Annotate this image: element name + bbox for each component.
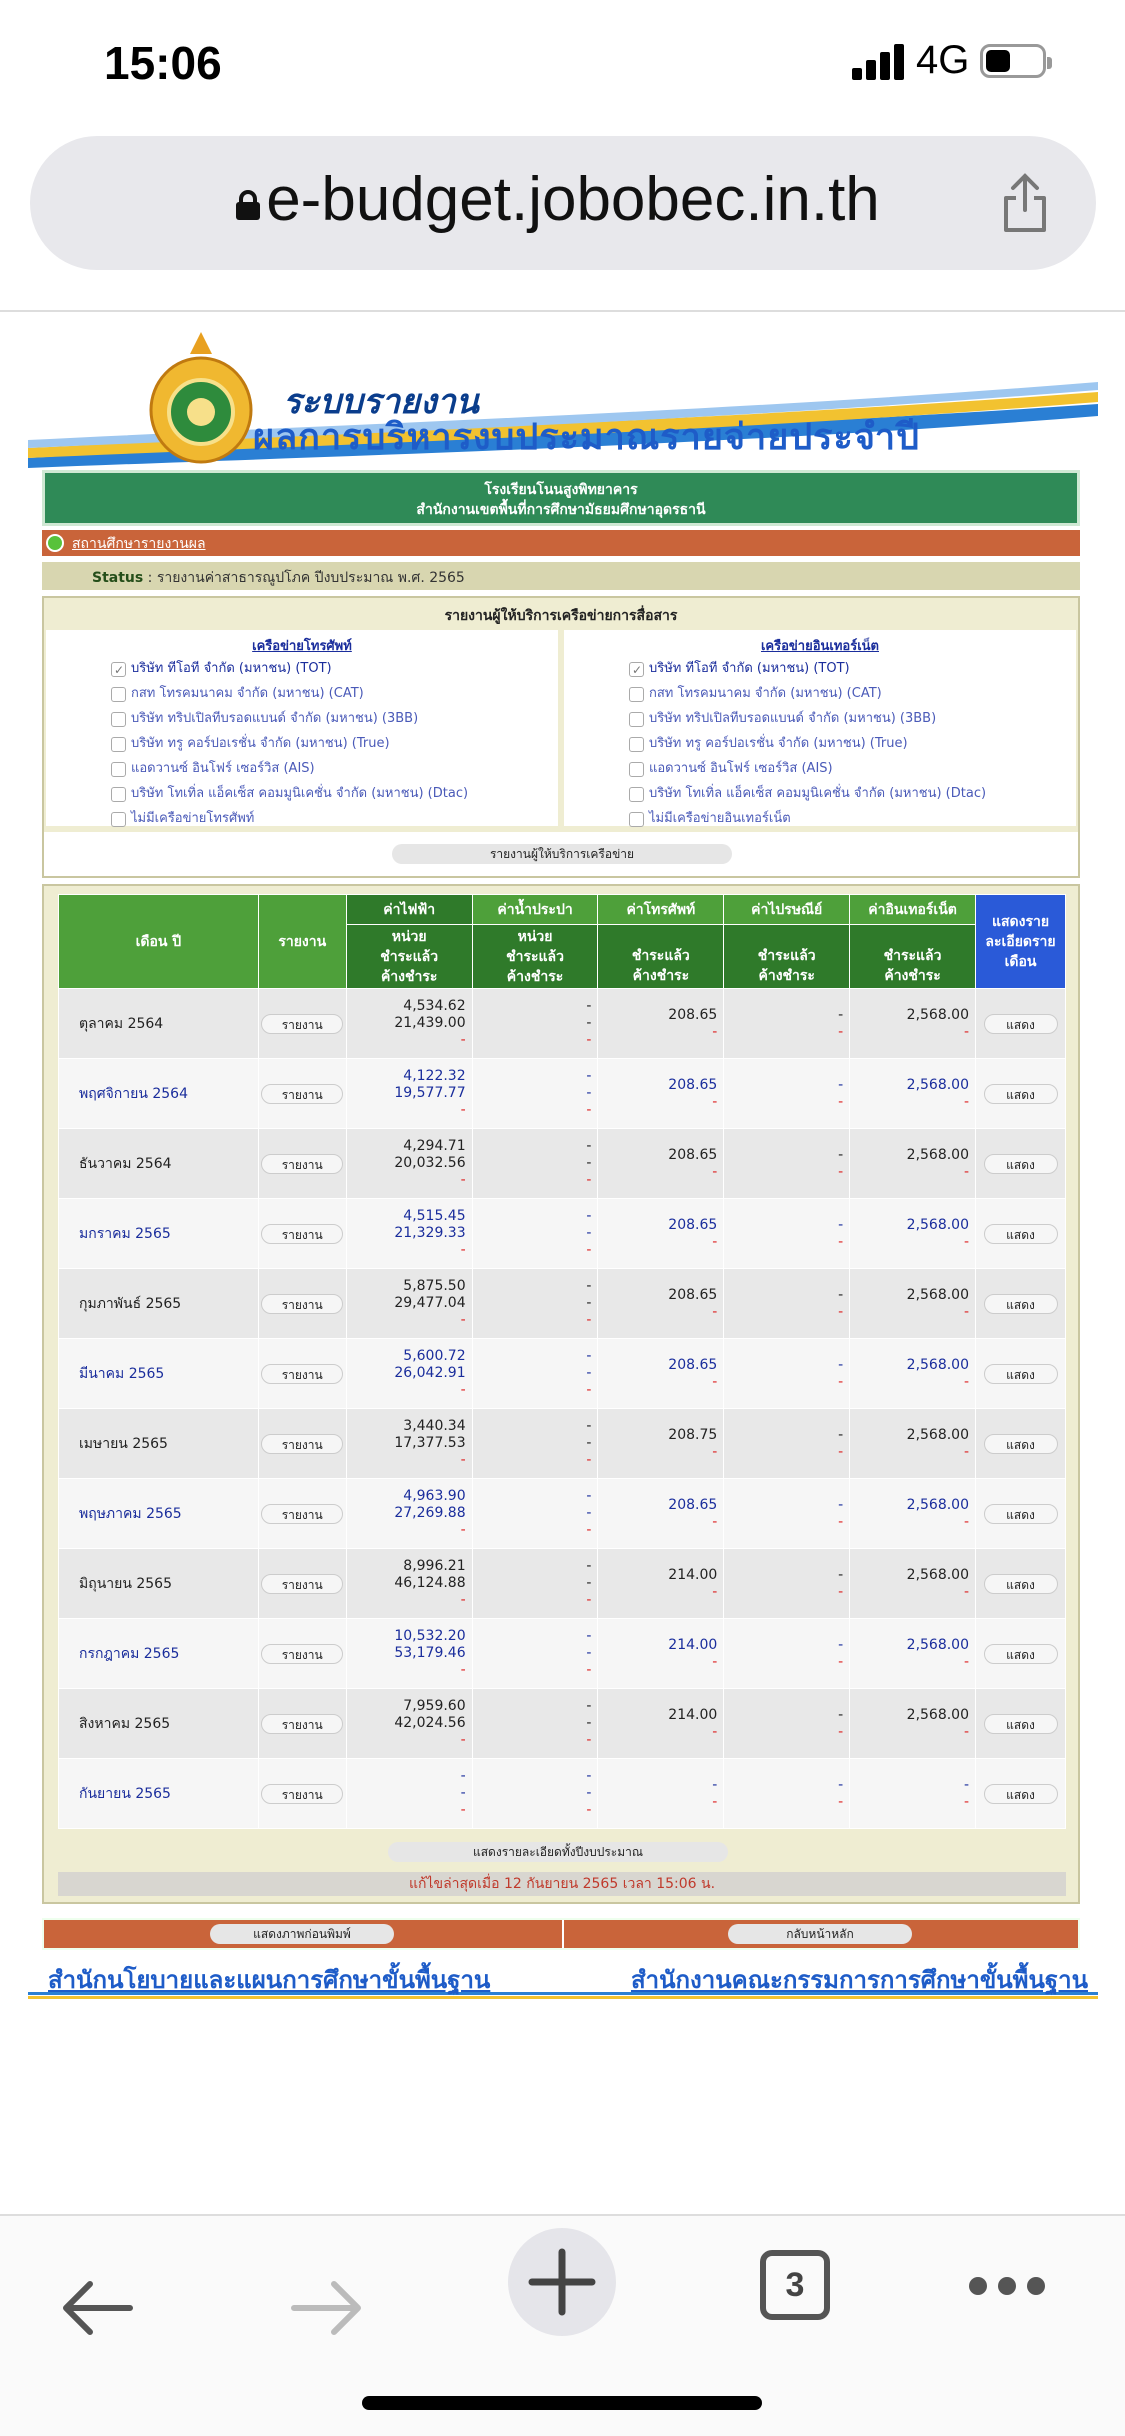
forward-icon[interactable]: [290, 2278, 366, 2338]
phone-cell: 208.65 -: [598, 1059, 724, 1129]
month-cell: กันยายน 2565: [59, 1759, 259, 1829]
month-cell: มีนาคม 2565: [59, 1339, 259, 1409]
water-cell: - - -: [472, 1689, 598, 1759]
post-cell: - -: [724, 1199, 850, 1269]
footer-banner: [28, 1954, 1098, 2002]
phone-provider-option[interactable]: [46, 781, 558, 806]
sub-internet: ชำระแล้ว ค้างชำระ: [850, 925, 976, 989]
post-cell: - -: [724, 989, 850, 1059]
table-row: [59, 1479, 1066, 1549]
show-cell: [976, 1199, 1066, 1269]
show-cell: [976, 1339, 1066, 1409]
post-cell: - -: [724, 1479, 850, 1549]
table-row: [59, 1619, 1066, 1689]
provider-label: กสท โทรคมนาคม จำกัด (มหาชน) (CAT): [649, 686, 882, 701]
last-updated: แก้ไขล่าสุดเมื่อ 12 กันยายน 2565 เวลา 15:06 น.: [58, 1872, 1066, 1896]
post-cell: - -: [724, 1059, 850, 1129]
month-cell: มกราคม 2565: [59, 1199, 259, 1269]
internet-providers: [564, 630, 1076, 826]
show-cell: [976, 1409, 1066, 1479]
internet-cell: 2,568.00 -: [850, 989, 976, 1059]
month-cell: ตุลาคม 2564: [59, 989, 259, 1059]
report-button[interactable]: รายงาน: [261, 1014, 343, 1034]
report-cell: [258, 989, 346, 1059]
report-cell: [258, 1619, 346, 1689]
show-all-year-button[interactable]: แสดงรายละเอียดทั้งปีงบประมาณ: [388, 1842, 728, 1862]
show-cell: [976, 1549, 1066, 1619]
report-button[interactable]: รายงาน: [261, 1434, 343, 1454]
show-button[interactable]: แสดง: [984, 1644, 1058, 1664]
month-cell: กรกฎาคม 2565: [59, 1619, 259, 1689]
show-button[interactable]: แสดง: [984, 1434, 1058, 1454]
internet-provider-option[interactable]: [564, 706, 1076, 731]
show-cell: [976, 1479, 1066, 1549]
electric-cell: 5,600.72 26,042.91 -: [346, 1339, 472, 1409]
col-show: แสดงรายละเอียดรายเดือน: [976, 895, 1066, 989]
phone-cell: 208.65 -: [598, 989, 724, 1059]
phone-provider-option[interactable]: [46, 656, 558, 681]
show-cell: [976, 1689, 1066, 1759]
provider-label: แอดวานซ์ อินโฟร์ เซอร์วิส (AIS): [649, 761, 833, 776]
post-cell: - -: [724, 1619, 850, 1689]
post-cell: - -: [724, 1549, 850, 1619]
provider-label: บริษัท ทริปเปิลทีบรอดแบนด์ จำกัด (มหาชน) (3BB): [131, 711, 419, 726]
electric-cell: 4,534.62 21,439.00 -: [346, 989, 472, 1059]
electric-cell: 8,996.21 46,124.88 -: [346, 1549, 472, 1619]
footer-right-text: สำนักงานคณะกรรมการการศึกษาขั้นพื้นฐาน: [630, 1965, 1088, 1994]
electric-cell: 4,122.32 19,577.77 -: [346, 1059, 472, 1129]
show-button[interactable]: แสดง: [984, 1084, 1058, 1104]
provider-label: บริษัท ทีโอที จำกัด (มหาชน) (TOT): [649, 661, 850, 676]
water-cell: - - -: [472, 1759, 598, 1829]
internet-cell: 2,568.00 -: [850, 1269, 976, 1339]
checkbox[interactable]: [111, 687, 126, 702]
electric-cell: 4,515.45 21,329.33 -: [346, 1199, 472, 1269]
show-cell: [976, 1269, 1066, 1339]
internet-cell: 2,568.00 -: [850, 1409, 976, 1479]
month-cell: พฤศจิกายน 2564: [59, 1059, 259, 1129]
internet-provider-option[interactable]: [564, 656, 1076, 681]
more-icon[interactable]: [966, 2274, 1048, 2298]
water-cell: - - -: [472, 1059, 598, 1129]
water-cell: - - -: [472, 1339, 598, 1409]
status-text: : รายงานค่าสาธารณูปโภค ปีงบประมาณ พ.ศ. 2565: [143, 570, 465, 586]
report-cell: [258, 1549, 346, 1619]
show-button[interactable]: แสดง: [984, 1294, 1058, 1314]
show-button[interactable]: แสดง: [984, 1574, 1058, 1594]
post-cell: - -: [724, 1269, 850, 1339]
provider-label: บริษัท ทีโอที จำกัด (มหาชน) (TOT): [131, 661, 332, 676]
col-post: ค่าไปรษณีย์: [724, 895, 850, 925]
provider-label: แอดวานซ์ อินโฟร์ เซอร์วิส (AIS): [131, 761, 315, 776]
phone-provider-option[interactable]: [46, 756, 558, 781]
report-cell: [258, 1479, 346, 1549]
table-row: [59, 1269, 1066, 1339]
new-tab-button[interactable]: [508, 2228, 616, 2336]
checkbox[interactable]: [111, 712, 126, 727]
report-providers-button[interactable]: รายงานผู้ให้บริการเครือข่าย: [392, 844, 732, 864]
home-indicator: [362, 2396, 762, 2410]
internet-cell: 2,568.00 -: [850, 1339, 976, 1409]
report-button[interactable]: รายงาน: [261, 1574, 343, 1594]
checkbox[interactable]: [629, 737, 644, 752]
status-row: [42, 562, 1080, 590]
home-button[interactable]: กลับหน้าหลัก: [728, 1924, 912, 1944]
checkbox[interactable]: [629, 762, 644, 777]
network-type: 4G: [916, 38, 970, 82]
show-button[interactable]: แสดง: [984, 1364, 1058, 1384]
water-cell: - - -: [472, 1269, 598, 1339]
post-cell: - -: [724, 1759, 850, 1829]
internet-cell: 2,568.00 -: [850, 1549, 976, 1619]
phone-cell: 214.00 -: [598, 1619, 724, 1689]
report-button[interactable]: รายงาน: [261, 1644, 343, 1664]
back-icon[interactable]: [58, 2278, 134, 2338]
tabs-button[interactable]: 3: [760, 2250, 830, 2320]
table-row: [59, 1199, 1066, 1269]
show-cell: [976, 1059, 1066, 1129]
school-name: โรงเรียนโนนสูงพิทยาคาร: [484, 482, 638, 498]
report-cell: [258, 1339, 346, 1409]
report-cell: [258, 1199, 346, 1269]
bullet-icon: [46, 534, 64, 552]
internet-cell: 2,568.00 -: [850, 1199, 976, 1269]
report-button[interactable]: รายงาน: [261, 1504, 343, 1524]
sub-post: ชำระแล้ว ค้างชำระ: [724, 925, 850, 989]
phone-cell: 214.00 -: [598, 1689, 724, 1759]
report-button[interactable]: รายงาน: [261, 1784, 343, 1804]
provider-label: บริษัท ทรู คอร์ปอเรชั่น จำกัด (มหาชน) (True): [131, 736, 390, 751]
provider-label: บริษัท โทเทิ่ล แอ็คเซ็ส คอมมูนิเคชั่น จำกัด (มหาชน) (Dtac): [131, 786, 469, 801]
utility-table-section: [42, 884, 1080, 1904]
divider: [0, 310, 1125, 312]
report-button[interactable]: รายงาน: [261, 1084, 343, 1104]
banner-title-1: ระบบรายงาน: [283, 382, 479, 422]
utility-table: [58, 894, 1066, 1829]
phone-cell: 208.75 -: [598, 1409, 724, 1479]
month-cell: ธันวาคม 2564: [59, 1129, 259, 1199]
table-row: [59, 989, 1066, 1059]
internet-cell: 2,568.00 -: [850, 1129, 976, 1199]
provider-label: ไม่มีเครือข่ายโทรศัพท์: [131, 811, 255, 826]
internet-cell: 2,568.00 -: [850, 1619, 976, 1689]
report-button[interactable]: รายงาน: [261, 1294, 343, 1314]
providers-footer: [44, 832, 1078, 876]
phone-provider-option[interactable]: [46, 681, 558, 706]
report-button[interactable]: รายงาน: [261, 1224, 343, 1244]
battery-icon: [980, 44, 1046, 78]
show-button[interactable]: แสดง: [984, 1504, 1058, 1524]
phone-provider-option[interactable]: [46, 731, 558, 756]
checkbox[interactable]: [629, 812, 644, 827]
footer-bar: [42, 1918, 1080, 1950]
checkbox[interactable]: [111, 812, 126, 827]
post-cell: - -: [724, 1689, 850, 1759]
school-office: สำนักงานเขตพื้นที่การศึกษามัธยมศึกษาอุดรธานี: [416, 502, 706, 518]
electric-cell: 3,440.34 17,377.53 -: [346, 1409, 472, 1479]
post-cell: - -: [724, 1409, 850, 1479]
table-row: [59, 1129, 1066, 1199]
report-button[interactable]: รายงาน: [261, 1154, 343, 1174]
water-cell: - - -: [472, 1479, 598, 1549]
col-electric: ค่าไฟฟ้า: [346, 895, 472, 925]
month-cell: เมษายน 2565: [59, 1409, 259, 1479]
checkbox[interactable]: [629, 787, 644, 802]
col-month: เดือน ปี: [59, 895, 259, 989]
clock: 15:06: [104, 37, 222, 89]
water-cell: - - -: [472, 1409, 598, 1479]
table-row: [59, 1059, 1066, 1129]
footer-left-text: สำนักนโยบายและแผนการศึกษาขั้นพื้นฐาน: [48, 1965, 491, 1994]
internet-provider-option[interactable]: [564, 806, 1076, 831]
internet-providers-title: เครือข่ายอินเทอร์เน็ต: [760, 639, 879, 654]
checkbox[interactable]: [111, 737, 126, 752]
electric-cell: - - -: [346, 1759, 472, 1829]
internet-provider-option[interactable]: [564, 756, 1076, 781]
electric-cell: 7,959.60 42,024.56 -: [346, 1689, 472, 1759]
internet-cell: 2,568.00 -: [850, 1059, 976, 1129]
show-cell: [976, 1759, 1066, 1829]
post-cell: - -: [724, 1129, 850, 1199]
post-cell: - -: [724, 1339, 850, 1409]
show-button[interactable]: แสดง: [984, 1784, 1058, 1804]
share-icon[interactable]: [1000, 172, 1050, 234]
show-cell: [976, 1129, 1066, 1199]
phone-providers: [46, 630, 558, 826]
month-cell: กุมภาพันธ์ 2565: [59, 1269, 259, 1339]
status-bar: [0, 0, 1125, 125]
electric-cell: 4,963.90 27,269.88 -: [346, 1479, 472, 1549]
site-banner: [28, 320, 1098, 468]
table-row: [59, 1409, 1066, 1479]
emblem-icon: [146, 330, 256, 464]
checkbox[interactable]: [629, 662, 644, 677]
network-providers-section: [42, 596, 1080, 878]
menu-bar: [42, 530, 1080, 556]
provider-label: กสท โทรคมนาคม จำกัด (มหาชน) (CAT): [131, 686, 364, 701]
table-row: [59, 1339, 1066, 1409]
month-cell: สิงหาคม 2565: [59, 1689, 259, 1759]
show-cell: [976, 1619, 1066, 1689]
providers-heading: รายงานผู้ให้บริการเครือข่ายการสื่อสาร: [444, 608, 678, 624]
electric-cell: 5,875.50 29,477.04 -: [346, 1269, 472, 1339]
col-phone: ค่าโทรศัพท์: [598, 895, 724, 925]
col-water: ค่าน้ำประปา: [472, 895, 598, 925]
provider-label: บริษัท โทเทิ่ล แอ็คเซ็ส คอมมูนิเคชั่น จำกัด (มหาชน) (Dtac): [649, 786, 987, 801]
internet-cell: 2,568.00 -: [850, 1689, 976, 1759]
col-internet: ค่าอินเทอร์เน็ต: [850, 895, 976, 925]
phone-cell: 208.65 -: [598, 1129, 724, 1199]
report-cell: [258, 1409, 346, 1479]
internet-provider-option[interactable]: [564, 681, 1076, 706]
report-cell: [258, 1129, 346, 1199]
address-bar[interactable]: [30, 136, 1096, 270]
electric-cell: 10,532.20 53,179.46 -: [346, 1619, 472, 1689]
sub-phone: ชำระแล้ว ค้างชำระ: [598, 925, 724, 989]
table-row: [59, 1549, 1066, 1619]
sub-water: หน่วย ชำระแล้ว ค้างชำระ: [472, 925, 598, 989]
internet-provider-option[interactable]: [564, 731, 1076, 756]
phone-provider-option[interactable]: [46, 706, 558, 731]
month-cell: พฤษภาคม 2565: [59, 1479, 259, 1549]
plus-icon: [508, 2228, 616, 2336]
checkbox[interactable]: [629, 687, 644, 702]
phone-providers-title: เครือข่ายโทรศัพท์: [252, 639, 352, 654]
report-cell: [258, 1759, 346, 1829]
phone-cell: - -: [598, 1759, 724, 1829]
phone-cell: 208.65 -: [598, 1269, 724, 1339]
report-button[interactable]: รายงาน: [261, 1364, 343, 1384]
phone-cell: 208.65 -: [598, 1479, 724, 1549]
report-cell: [258, 1269, 346, 1339]
show-button[interactable]: แสดง: [984, 1154, 1058, 1174]
url-text[interactable]: e-budget.jobobec.in.th: [266, 165, 880, 234]
electric-cell: 4,294.71 20,032.56 -: [346, 1129, 472, 1199]
col-report: รายงาน: [258, 895, 346, 989]
water-cell: - - -: [472, 1619, 598, 1689]
signal-icon: [852, 44, 906, 80]
school-header: [42, 470, 1080, 526]
checkbox[interactable]: [629, 712, 644, 727]
status-label: Status: [92, 570, 144, 586]
provider-label: บริษัท ทรู คอร์ปอเรชั่น จำกัด (มหาชน) (True): [649, 736, 908, 751]
checkbox[interactable]: [111, 662, 126, 677]
water-cell: - - -: [472, 1129, 598, 1199]
phone-provider-option[interactable]: [46, 806, 558, 831]
report-button[interactable]: รายงาน: [261, 1714, 343, 1734]
provider-label: ไม่มีเครือข่ายอินเทอร์เน็ต: [649, 811, 791, 826]
internet-cell: - -: [850, 1759, 976, 1829]
table-row: [59, 1759, 1066, 1829]
checkbox[interactable]: [111, 787, 126, 802]
report-cell: [258, 1059, 346, 1129]
school-report-link[interactable]: สถานศึกษารายงานผล: [72, 536, 206, 552]
water-cell: - - -: [472, 1549, 598, 1619]
phone-cell: 214.00 -: [598, 1549, 724, 1619]
internet-provider-option[interactable]: [564, 781, 1076, 806]
print-preview-button[interactable]: แสดงภาพก่อนพิมพ์: [210, 1924, 394, 1944]
internet-cell: 2,568.00 -: [850, 1479, 976, 1549]
show-cell: [976, 989, 1066, 1059]
browser-toolbar: [0, 2214, 1125, 2436]
water-cell: - - -: [472, 1199, 598, 1269]
water-cell: - - -: [472, 989, 598, 1059]
phone-cell: 208.65 -: [598, 1339, 724, 1409]
phone-cell: 208.65 -: [598, 1199, 724, 1269]
show-button[interactable]: แสดง: [984, 1014, 1058, 1034]
banner-title-2: ผลการบริหารงบประมาณรายจ่ายประจำปี: [253, 416, 920, 458]
report-cell: [258, 1689, 346, 1759]
sub-electric: หน่วย ชำระแล้ว ค้างชำระ: [346, 925, 472, 989]
checkbox[interactable]: [111, 762, 126, 777]
show-button[interactable]: แสดง: [984, 1714, 1058, 1734]
month-cell: มิถุนายน 2565: [59, 1549, 259, 1619]
show-button[interactable]: แสดง: [984, 1224, 1058, 1244]
provider-label: บริษัท ทริปเปิลทีบรอดแบนด์ จำกัด (มหาชน) (3BB): [649, 711, 937, 726]
table-row: [59, 1689, 1066, 1759]
